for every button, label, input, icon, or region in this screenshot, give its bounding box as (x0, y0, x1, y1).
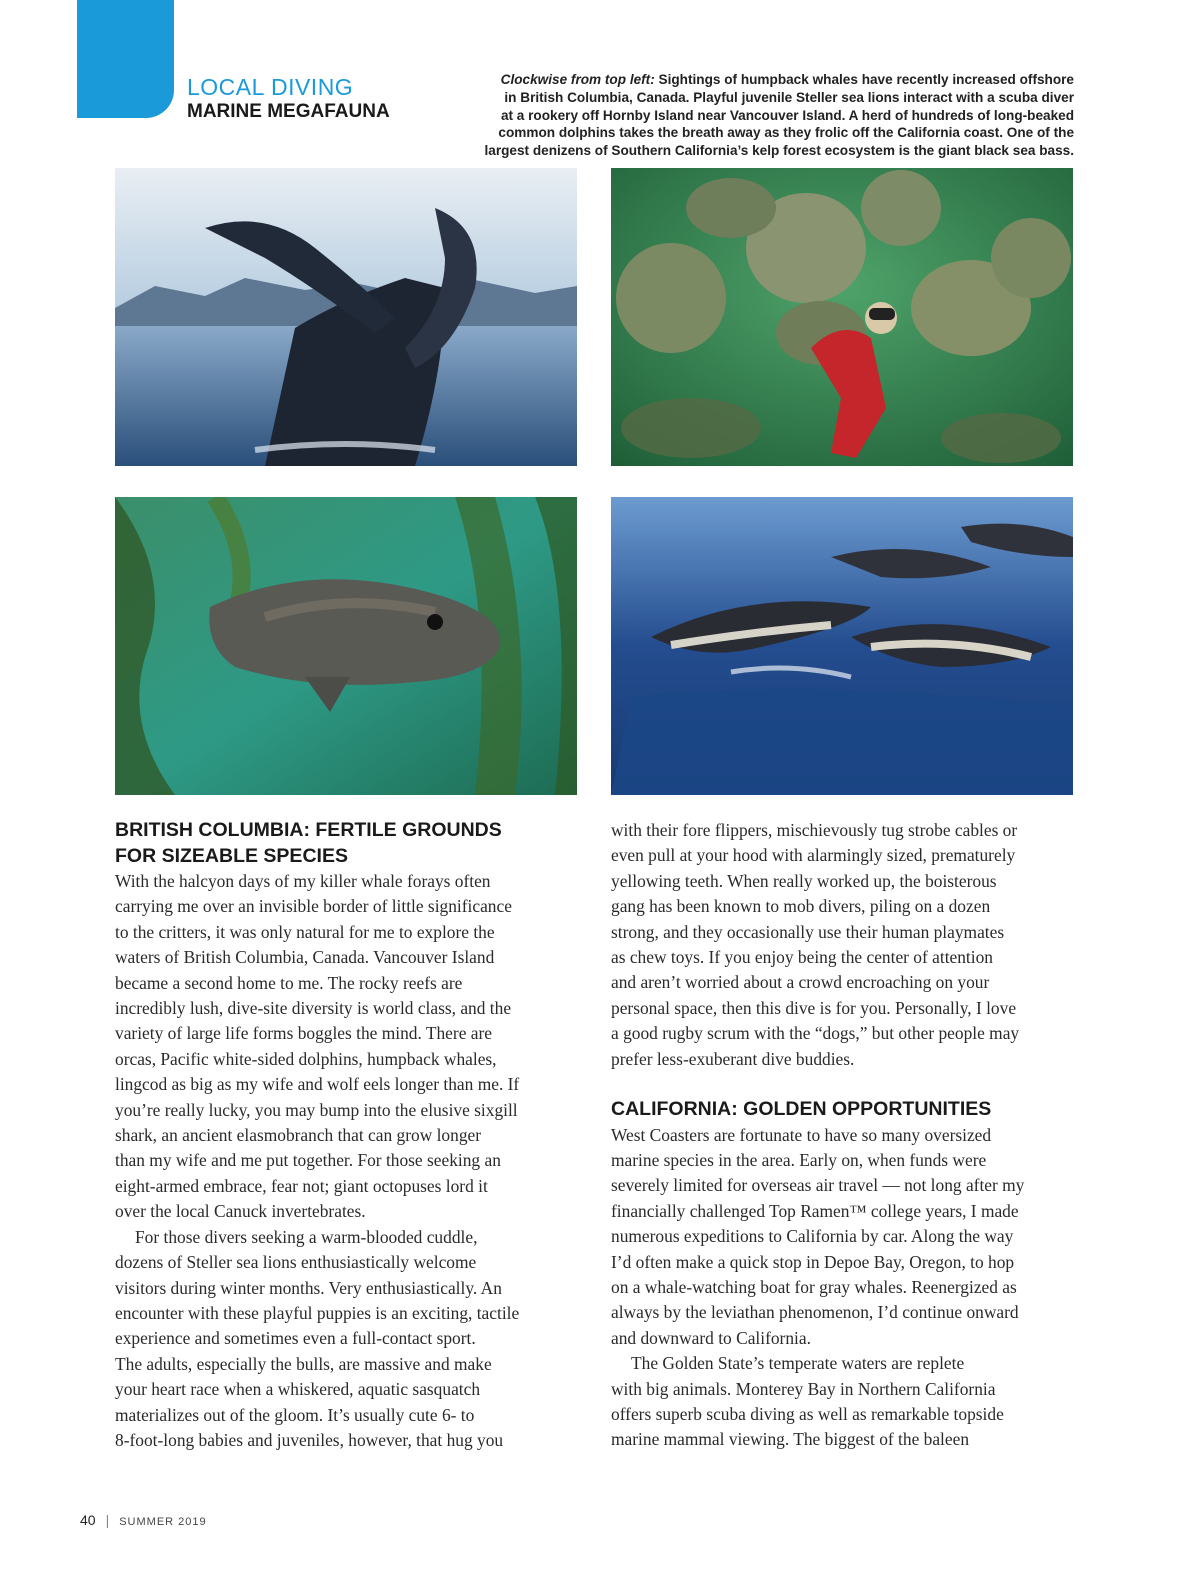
paragraph: With the halcyon days of my killer whale forays often carrying me over an invisible border of little significance to the critters, it was only natural for me to explore the waters of British Columbia, Canada. Vancouver Island became a second home to me. The rocky reefs are incredibly lush, dive-site diversity is world class, and the variety of large life forms boggles the mind. There are orcas, Pacific white-sided dolphins, humpback whales, lingcod as big as my wife and wolf eels longer than me. If you’re really lucky, you may bump into the elusive sixgill shark, an ancient elasmobranch that can grow longer than my wife and me put together. For those seeking an eight-armed embrace, fear not; giant octopuses lord it over the local Canuck invertebrates. (115, 871, 520, 1222)
sea-lions-diver-photo (611, 168, 1073, 466)
page-footer (80, 1512, 207, 1528)
paragraph: For those divers seeking a warm-blooded cuddle, dozens of Steller sea lions enthusiastically welcome visitors during winter months. Very enthusiastically. An encounter with these playful puppies is an exciting, tactile experience and sometimes even a full-contact sport. The adults, especially the bulls, are massive and make your heart race when a whiskered, aquatic sasquatch materializes out of the gloom. It’s usually cute 6- to 8-foot-long babies and juveniles, however, that hug you (115, 1226, 520, 1450)
section-label: LOCAL DIVING (187, 74, 354, 100)
left-column (115, 818, 580, 1453)
heading-california: CALIFORNIA: GOLDEN OPPORTUNITIES (611, 1098, 992, 1121)
paragraph: with their fore flippers, mischievously tug strobe cables or even pull at your hood with alarmingly sized, prematurely yellowing teeth. When really worked up, the boisterous gang has been known to mob divers, piling on a dozen strong, and they occasionally use their human playmates as chew toys. If you enjoy being the center of attention and aren’t worried about a crowd encroaching on your personal space, then this dive is for you. Personally, I love a good rugby scrum with the “dogs,” but other people may prefer less-exuberant dive buddies. (611, 820, 1020, 1069)
heading-british-columbia: BRITISH COLUMBIA: FERTILE GROUNDS FOR SIZEABLE SPECIES (115, 819, 502, 867)
dolphins-photo (611, 497, 1073, 795)
page-number: 40 (80, 1512, 96, 1528)
photo-caption: Clockwise from top left: Sightings of humpback whales have recently increased offshore in British Columbia, Canada. Playful juvenile Steller sea lions interact with a scuba diver at a rookery off Hornby Island near Vancouver Island. A herd of hundreds of long-beaked common dolphins takes the breath away as they frolic off the California coast. One of the largest denizens of Southern California’s kelp forest ecosystem is the giant black sea bass. (484, 72, 1074, 159)
right-column (611, 818, 1076, 1453)
paragraph: The Golden State’s temperate waters are replete with big animals. Monterey Bay in Northern California offers superb scuba diving as well as remarkable topside marine mammal viewing. The biggest of the baleen (611, 1353, 1004, 1450)
section-subtitle: MARINE MEGAFAUNA (187, 101, 390, 122)
caption-lead: Clockwise from top left: (500, 72, 655, 87)
section-tab (77, 0, 174, 118)
paragraph: West Coasters are fortunate to have so many oversized marine species in the area. Early on, when funds were severely limited for overseas air travel — not long after my financially challenged Top Ramen™ college years, I made numerous expeditions to California by car. Along the way I’d often make a quick stop in Depoe Bay, Oregon, to hop on a whale-watching boat for gray whales. Reenergized as always by the leviathan phenomenon, I’d continue onward and downward to California. (611, 1124, 1025, 1348)
humpback-whale-photo (115, 168, 577, 466)
footer-separator: | (105, 1512, 110, 1528)
issue-label: SUMMER 2019 (119, 1516, 207, 1528)
black-sea-bass-photo (115, 497, 577, 795)
